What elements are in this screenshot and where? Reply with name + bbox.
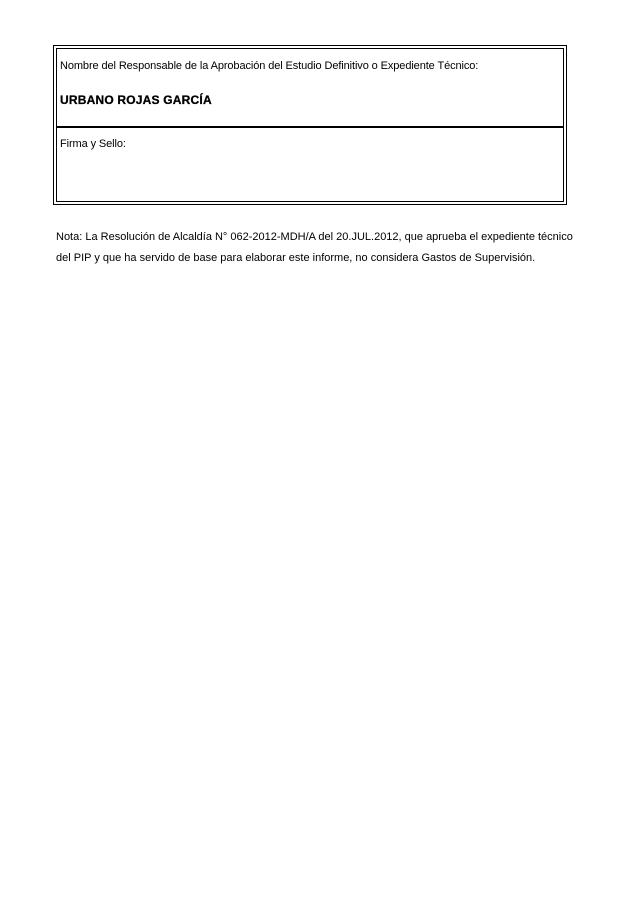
footnote [56, 227, 573, 269]
responsible-name: URBANO ROJAS GARCÍA [60, 93, 212, 107]
responsible-cell [57, 49, 563, 128]
signature-label: Firma y Sello: [60, 138, 126, 150]
responsible-label: Nombre del Responsable de la Aprobación del Estudio Definitivo o Expediente Técnico: [60, 60, 479, 72]
footnote-line-1: Nota: La Resolución de Alcaldía N° 062-2012-MDH/A del 20.JUL.2012, que aprueba el expediente técnico [56, 231, 573, 243]
footnote-line-2: del PIP y que ha servido de base para elaborar este informe, no considera Gastos de Supervisión. [56, 252, 536, 264]
signature-cell [57, 128, 563, 201]
approval-form-table [53, 45, 567, 205]
approval-form-inner-border [56, 48, 564, 202]
